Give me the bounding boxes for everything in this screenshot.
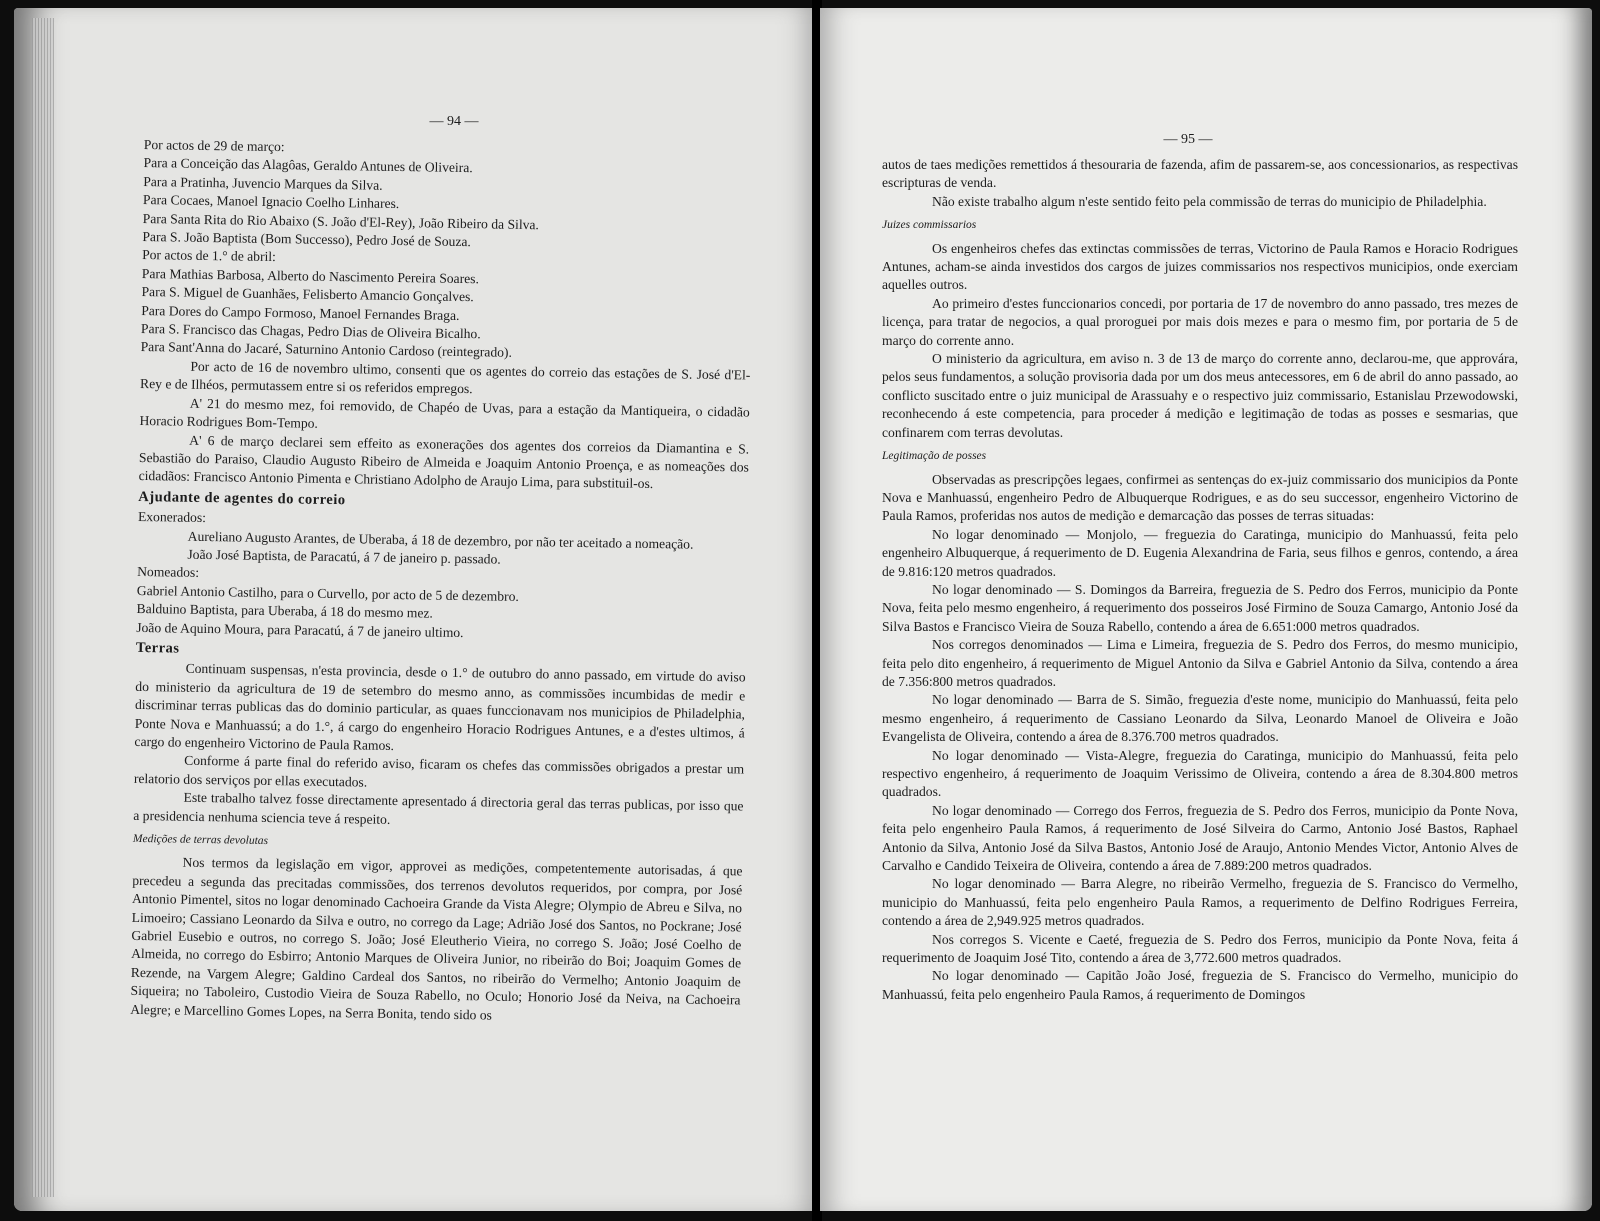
paragraph: Para Mathias Barbosa, Alberto do Nascimento Pereira Soares. — [141, 265, 480, 287]
paragraph: Para S. Francisco das Chagas, Pedro Dias de Oliveira Bicalho. — [140, 321, 481, 342]
subsection-heading: Legitimação de posses — [882, 450, 987, 463]
paragraph: Para Dores do Campo Formoso, Manoel Fernandes Braga. — [141, 302, 460, 323]
paragraph: Observadas as prescripções legaes, confirmei as sentenças do ex-juiz commissario dos municipios da Ponte Nova e Manhuassú, engenheiro Pedro de Albuquerque Rodrigues, e as do seu successor, engenheiro Victorino de Paula Ramos, proferidas nos autos de medição e demarcação das posses de terras situadas: — [882, 471, 1518, 524]
paragraph: João de Aquino Moura, para Paracatú, á 7 de janeiro ultimo. — [136, 619, 464, 640]
page-number: — 94 — — [429, 114, 479, 129]
paragraph: Balduino Baptista, para Uberaba, á 18 do mesmo mez. — [136, 601, 434, 621]
paragraph: O ministerio da agricultura, em aviso n. 3 de 13 de março do corrente anno, declarou-me, que approvára, pelos seus fundamentos, a solução provisoria dada por um dos meus antecessores, em 6 de abril do anno passado, ao conflicto suscitado entre o juiz municipal de Arassuahy e o respectivo juiz commissario, Estanislau Przewodowski, reconhecendo á este competencia, para proceder á medição e legitimação de todas as posses e sesmarias, que confinarem com terras devolutas. — [882, 351, 1518, 440]
page-edges — [32, 18, 54, 1197]
paragraph: Para S. Miguel de Guanhães, Felisberto Amancio Gonçalves. — [141, 284, 474, 305]
paragraph: Para Cocaes, Manoel Ignacio Coelho Linhares. — [142, 192, 400, 212]
paragraph: No logar denominado — Barra de S. Simão, freguezia d'este nome, municipio do Manhuassú, feita pelo mesmo engenheiro, á requerimento de Cassiano Leonardo da Silva, Leonardo Manoel de Oliveira e João Evangelista de Oliveira, contendo a área de 8.376.700 metros quadrados. — [882, 692, 1518, 745]
paragraph: No logar denominado — Capitão João José, freguezia de S. Francisco do Vermelho, municipio do Manhuassú, feita pelo engenheiro Paula Ramos, á requerimento de Domingos — [882, 968, 1518, 1002]
paragraph: Por actos de 29 de março: — [143, 136, 285, 155]
paragraph: Nos corregos denominados — Lima e Limeira, freguezia de S. Pedro dos Ferros, do mesmo municipio, feita pelo dito engenheiro, á requerimento de Miguel Antonio da Silva e Gabriel Antonio da Silva, contendo a área de 7.356:800 metros quadrados. — [882, 637, 1518, 689]
paragraph: No logar denominado — S. Domingos da Barreira, freguezia de S. Pedro dos Ferros, municipio da Ponte Nova, feita pelo mesmo engenheiro, á requerimento dos posseiros José Firmino de Souza Camargo, Antonio José da Silva Bastos e Francisco Vieira de Souza Rabello, contendo a área de 6.651:000 metros quadrados. — [882, 581, 1518, 634]
paragraph: Gabriel Antonio Castilho, para o Curvello, por acto de 5 de dezembro. — [136, 582, 519, 604]
paragraph: Para a Pratinha, Juvencio Marques da Silva. — [143, 173, 383, 193]
paragraph: Este trabalho talvez fosse directamente apresentado á directoria geral das terras publicas, por isso que a presidencia nenhuma sciencia teve á respeito. — [133, 789, 744, 827]
paragraph: Por actos de 1.° de abril: — [142, 247, 277, 265]
subsection-heading: Medições de terras devolutas — [132, 832, 269, 848]
paragraph: No logar denominado — Corrego dos Ferros, freguezia de S. Pedro dos Ferros, municipio da Ponte Nova, feita pelo engenheiro Paula Ramos, á requerimento de José Silveira do Carmo, Antonio José Bastos, Raphael Antonio da Silva, Antonio José da Silva Bastos, Antonio José de Araujo, Antonio Mendes Victor, Antonio Alves de Carvalho e Candido Teixeira de Oliveira, contendo a área de 7.889:200 metros quadrados. — [882, 802, 1518, 874]
section-heading: Terras — [135, 639, 180, 657]
paragraph: No logar denominado — Vista-Alegre, freguezia do Caratinga, municipio do Manhuassú, feita pelo respectivo engenheiro, á requerimento de Joaquim Verissimo de Oliveira, contendo a área de 8.304.800 metros quadrados. — [882, 747, 1518, 800]
paragraph: autos de taes medições remettidos á thesouraria de fazenda, afim de passarem-se, aos concessionarios, as respectivas escripturas de venda. — [882, 157, 1518, 191]
paragraph: A' 6 de março declarei sem effeito as exonerações dos agentes dos correios da Diamantina e S. Sebastião do Paraiso, Claudio Augusto Ribeiro de Almeida e Joaquim Antonio Proença, e as nomeações dos cidadãos: Francisco Antonio Pimenta e Christiano Adolpho de Araujo Lima, para substituil-os. — [138, 432, 750, 492]
section-heading: Ajudante de agentes do correio — [138, 488, 346, 508]
paragraph: A' 21 do mesmo mez, foi removido, de Chapéo de Uvas, para a estação da Mantiqueira, o cidadão Horacio Rodrigues Bom-Tempo. — [139, 395, 750, 431]
page-number: — 95 — — [1163, 132, 1213, 147]
paragraph: João José Baptista, de Paracatú, á 7 de janeiro p. passado. — [187, 546, 501, 567]
paragraph: Conforme á parte final do referido aviso, ficaram os chefes das commissões obrigados a prestar um relatorio dos serviços por ellas executados. — [133, 753, 745, 790]
paragraph: Para S. João Baptista (Bom Successo), Pedro José de Souza. — [142, 229, 471, 250]
paragraph: Exonerados: — [137, 509, 207, 526]
left-page — [14, 8, 814, 1211]
paragraph: Não existe trabalho algum n'este sentido feito pela commissão de terras do municipio de Philadelphia. — [932, 193, 1487, 209]
paragraph: Para Santa Rita do Rio Abaixo (S. João d'El-Rey), João Ribeiro da Silva. — [142, 210, 540, 232]
right-page — [820, 8, 1592, 1211]
paragraph: Ao primeiro d'estes funccionarios concedi, por portaria de 17 de novembro do anno passado, tres mezes de licença, para tratar de negocios, a qual proroguei por mais dois mezes e para o mesmo fim, por portaria de 5 de março do corrente anno. — [882, 295, 1518, 348]
paragraph: Para a Conceição das Alagôas, Geraldo Antunes de Oliveira. — [143, 155, 473, 176]
paragraph: Para Sant'Anna do Jacaré, Saturnino Antonio Cardoso (reintegrado). — [140, 339, 513, 361]
paragraph: Nomeados: — [137, 564, 200, 581]
right-text-column — [882, 156, 1518, 1004]
subsection-heading: Juizes commissarios — [882, 219, 977, 232]
left-text-column — [130, 136, 754, 1029]
paragraph: Por acto de 16 de novembro ultimo, consenti que os agentes do correio das estações de S. José d'El-Rey e de Ilhéos, permutassem entre si os referidos empregos. — [139, 358, 751, 397]
paragraph: Nos corregos S. Vicente e Caeté, freguezia de S. Pedro dos Ferros, municipio da Ponte Nova, feita á requerimento de Joaquim José Tito, contendo a área de 3,772.600 metros quadrados. — [882, 931, 1518, 966]
paragraph: Os engenheiros chefes das extinctas commissões de terras, Victorino de Paula Ramos e Horacio Rodrigues Antunes, acham-se ainda investidos dos cargos de juizes commissarios nos respectivos municipios, onde exerciam aquelles outros. — [882, 240, 1518, 293]
paragraph: Continuam suspensas, n'esta provincia, desde o 1.° de outubro do anno passado, em virtude do aviso do ministerio da agricultura de 19 de setembro do mesmo anno, as commissões incumbidas de medir e discriminar terras publicas das do dominio particular, as quaes funccionavam nos municipios de Philadelphia, Ponte Nova e Manhuassú; a do 1.°, á cargo do engenheiro Horacio Rodrigues Antunes, e a d'estes ultimos, á cargo do engenheiro Victorino de Paula Ramos. — [134, 661, 746, 754]
paragraph: No logar denominado — Barra Alegre, no ribeirão Vermelho, freguezia de S. Francisco do Vermelho, municipio do Manhuassú, feita pelo engenheiro Paula Ramos, a requerimento de Delfino Rodrigues Ferreira, contendo a área de 2,949.925 metros quadrados. — [882, 876, 1518, 929]
paragraph: Nos termos da legislação em vigor, approvei as medições, competentemente autorisadas, á que precedeu a segunda das precitadas commissões, dos terrenos devolutos requeridos, por compra, por José Antonio Pimentel, sitos no logar denominado Cachoeira Grande da Vista Alegre; Olympio de Abreu e Silva, no Limoeiro; Cassiano Leonardo da Silva e outro, no corrego da Lage; Adrião José dos Santos, no Pockrane; José Gabriel Eusebio e outros, no corrego S. João; José Eleutherio Vieira, no corrego S. João; José Coelho de Almeida, no corrego do Esbirro; Antonio Marques de Oliveira Junior, no ribeirão do Boi; Joaquim Gomes de Rezende, na Vargem Alegre; Galdino Cardeal dos Santos, no ribeirão do Vermelho; Antonio Joaquim de Siqueira; no Taboleiro, Custodio Vieira de Souza Rabello, no Oculo; Honorio José da Neiva, na Cachoeira Alegre; e Marcellino Gomes Lopes, na Serra Bonita, tendo sido os — [130, 855, 743, 1023]
paragraph: No logar denominado — Monjolo, — freguezia do Caratinga, municipio do Manhuassú, feita pelo engenheiro Albuquerque, á requerimento de D. Eugenia Alexandrina de Faria, seus filhos e genros, contendo, a área de 9.816:120 metros quadrados. — [882, 526, 1518, 579]
paragraph: Aureliano Augusto Arantes, de Uberaba, á 18 de dezembro, por não ter aceitado a nomeação. — [187, 528, 694, 552]
